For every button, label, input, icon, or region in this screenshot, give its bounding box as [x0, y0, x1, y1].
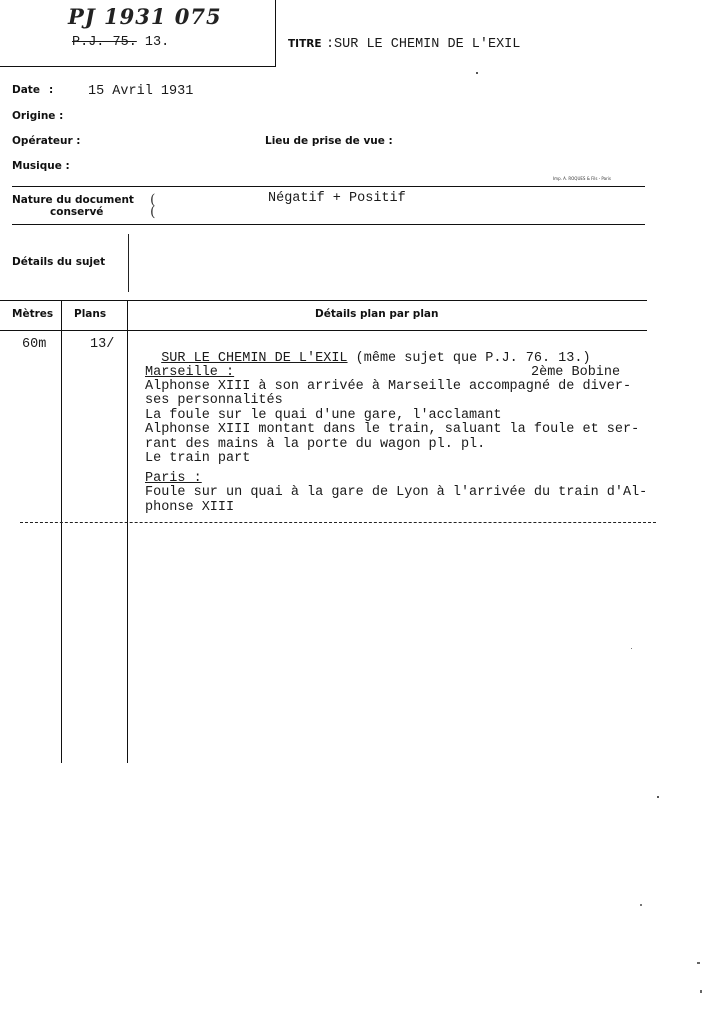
plans-value: 13/ — [90, 337, 115, 352]
marseille-heading: Marseille : — [145, 365, 235, 380]
bobine-label: 2ème Bobine — [531, 365, 621, 380]
rule-after-musique — [12, 186, 645, 187]
column-divider-2 — [127, 300, 128, 763]
end-dashed-rule — [20, 522, 656, 523]
detail-heading-title: SUR LE CHEMIN DE L'EXIL — [161, 350, 348, 366]
handwritten-reference: PJ 1931 075 — [68, 4, 222, 29]
detail-line: Alphonse XIII à son arrivée à Marseille accompagné de diver- — [145, 378, 632, 394]
origine-label: Origine : — [12, 110, 64, 122]
nature-label-line2: conservé — [50, 206, 104, 218]
nature-brace: ( ( — [150, 192, 156, 220]
rule-after-nature — [12, 224, 645, 225]
detail-line: Alphonse XIII montant dans le train, saluant la foule et ser- — [145, 422, 640, 437]
paris-heading: Paris : — [145, 471, 202, 486]
scan-speck — [697, 962, 700, 964]
operateur-label: Opérateur : — [12, 135, 81, 147]
title-value: :SUR LE CHEMIN DE L'EXIL — [325, 37, 521, 52]
nature-label-line1: Nature du document — [12, 194, 134, 206]
header-plans: Plans — [74, 308, 107, 320]
reference-number: 13. — [144, 35, 170, 50]
detail-line: Foule sur un quai à la gare de Lyon à l'arrivée du train d'Al- — [145, 485, 648, 500]
title-row — [288, 34, 520, 52]
scan-speck — [640, 904, 642, 906]
detail-line: ses personnalités — [145, 393, 283, 408]
detail-line: Le train part — [145, 451, 251, 466]
details-sujet-label: Détails du sujet — [12, 256, 106, 268]
old-reference — [72, 35, 169, 50]
detail-heading-rest: (même sujet que P.J. 76. 13.) — [347, 350, 591, 366]
table-header-rule — [0, 330, 647, 331]
column-divider-1 — [61, 300, 62, 763]
detail-line: phonse XIII — [145, 499, 235, 515]
detail-line: La foule sur le quai d'une gare, l'acclamant — [145, 407, 502, 423]
scan-speck — [657, 796, 659, 798]
date-label: Date — [12, 84, 40, 96]
header-details: Détails plan par plan — [315, 308, 439, 320]
detail-heading — [145, 337, 591, 366]
nature-value: Négatif + Positif — [268, 191, 406, 206]
detail-line: rant des mains à la porte du wagon pl. pl. — [145, 436, 486, 452]
scan-speck — [631, 648, 632, 649]
date-value: 15 Avril 1931 — [88, 84, 194, 99]
title-label: TITRE — [288, 38, 322, 50]
scan-speck — [700, 990, 702, 993]
table-top-rule — [0, 300, 647, 301]
lieu-label: Lieu de prise de vue : — [265, 135, 393, 147]
musique-label: Musique : — [12, 160, 70, 172]
printer-mark: Imp. A. ROQUES & Fils - Paris — [553, 176, 611, 181]
details-sujet-bracket — [128, 234, 129, 292]
marseille-lines — [145, 380, 639, 467]
paris-lines — [145, 486, 647, 515]
header-metres: Mètres — [12, 308, 54, 320]
date-colon: : — [49, 84, 54, 96]
scan-speck — [476, 72, 478, 74]
metres-value: 60m — [22, 337, 47, 352]
struck-reference: P.J. 75. — [72, 35, 137, 50]
